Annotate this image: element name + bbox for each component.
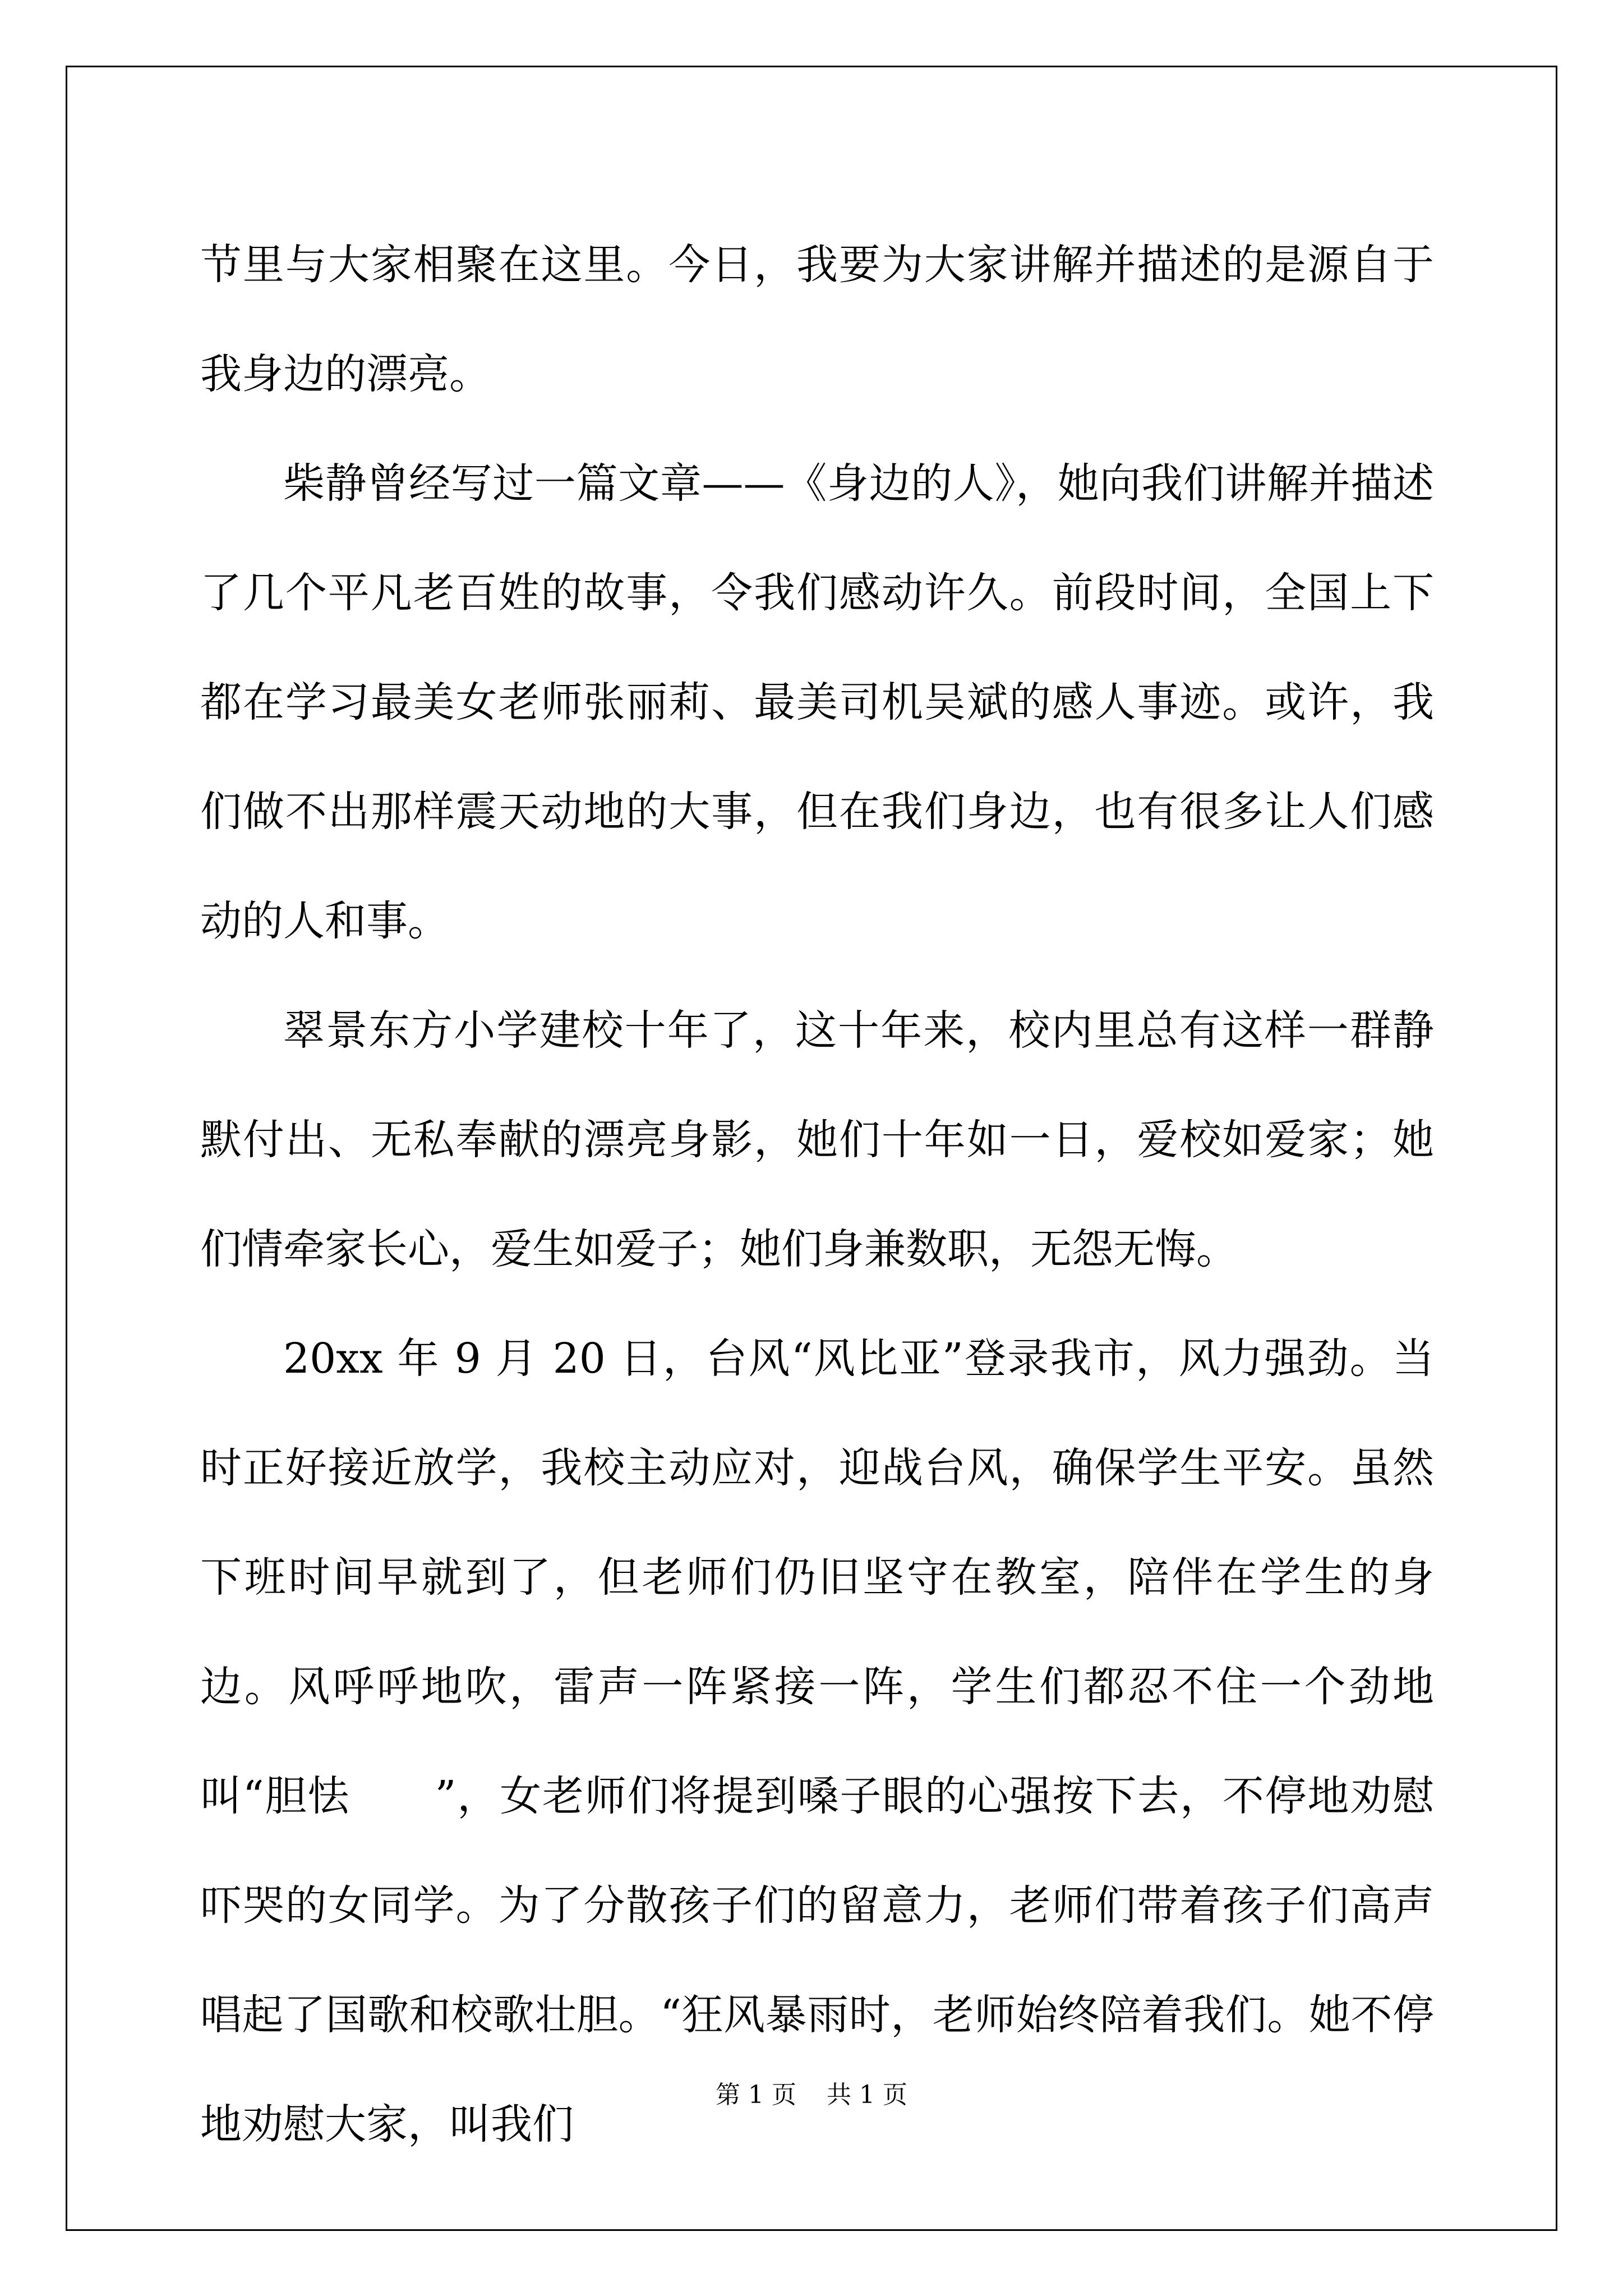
paragraph-2: 柴静曾经写过一篇文章——《身边的人》，她向我们讲解并描述了几个平凡老百姓的故事，令我们感动许久。前段时间，全国上下都在学习最美女老师张丽莉、最美司机吴斌的感人事迹。或许，我们做不出那样震天动地的大事，但在我们身边，也有很多让人们感动的人和事。 [200,459,1434,945]
page-total: 共 1 页 [827,2081,907,2109]
page-footer [0,2078,1623,2112]
paragraph-3: 翠景东方小学建校十年了，这十年来，校内里总有这样一群静默付出、无私奉献的漂亮身影，她们十年如一日，爱校如爱家；她们情牵家长心，爱生如爱子；她们身兼数职，无怨无悔。 [200,1006,1434,1273]
document-body [200,210,1434,2179]
paragraph-1: 节里与大家相聚在这里。今日，我要为大家讲解并描述的是源自于我身边的漂亮。 [200,241,1434,398]
paragraph-4: 20xx 年 9 月 20 日，台风“风比亚”登录我市，风力强劲。当时正好接近放学，我校主动应对，迎战台风，确保学生平安。虽然下班时间早就到了，但老师们仍旧坚守在教室，陪伴在学生的身边。风呼呼地吹，雷声一阵紧接一阵，学生们都忍不住一个劲地叫“胆怯 ”，女老师们将提到嗓子眼的心强按下去，不停地劝慰吓哭的女同学。为了分散孩子们的留意力，老师们带着孩子们高声唱起了国歌和校歌壮胆。“狂风暴雨时，老师始终陪着我们。她不停地劝慰大家，叫我们 [200,1335,1434,2148]
page-number: 第 1 页 [716,2081,796,2109]
